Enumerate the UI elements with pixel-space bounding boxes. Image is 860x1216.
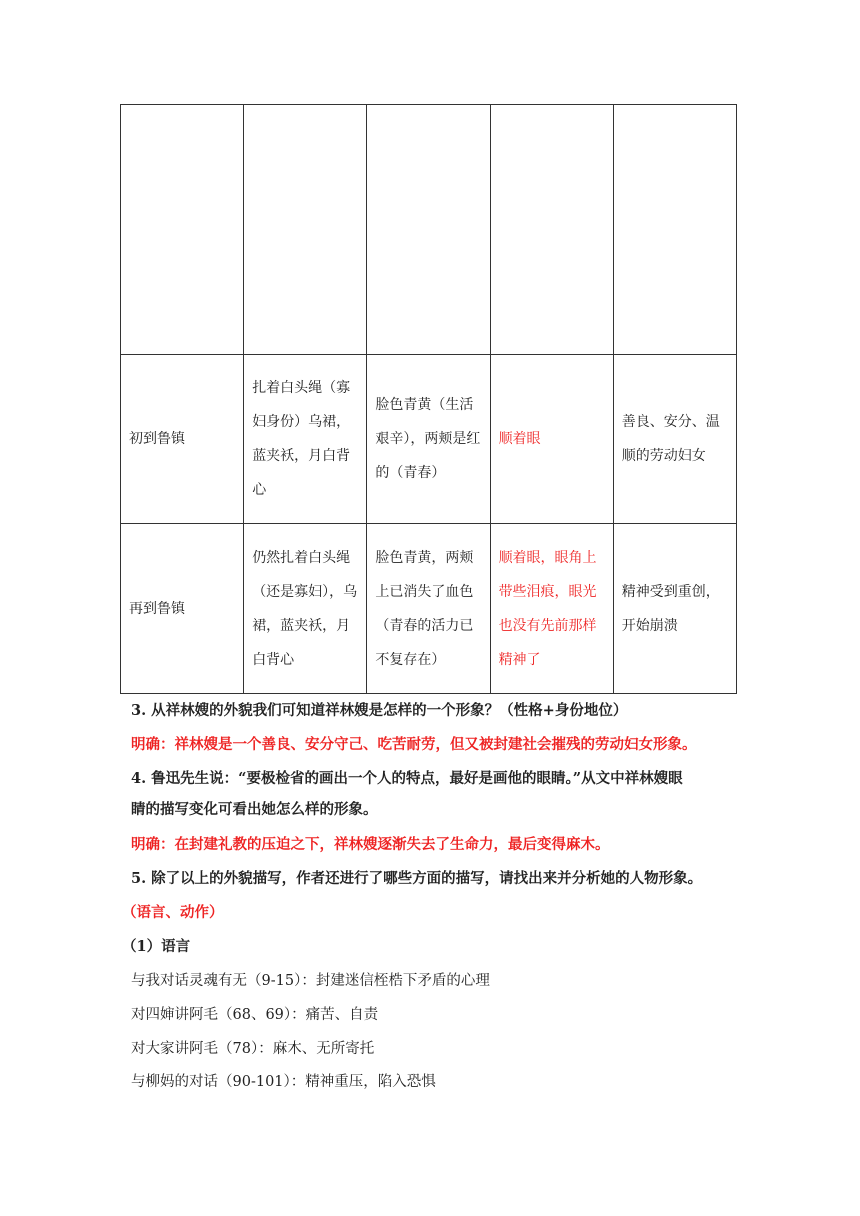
question-4-line-1: 4. 鲁迅先生说：“要极检省的画出一个人的特点，最好是画他的眼睛。”从文中祥林嫂眼 (131, 770, 683, 787)
subheading-language: （1）语言 (122, 938, 191, 955)
table-cell-image: 精神受到重创，开始崩溃 (613, 524, 736, 694)
answer-4: 明确：在封建礼教的压迫之下，祥林嫂逐渐失去了生命力，最后变得麻木。 (131, 836, 610, 853)
table-cell-period (121, 105, 244, 355)
table-cell-period: 初到鲁镇 (121, 355, 244, 524)
table-cell-face: 脸色青黄（生活艰辛），两颊是红的（青春） (367, 355, 490, 524)
question-5-hint: （语言、动作） (122, 904, 224, 921)
answer-3: 明确：祥林嫂是一个善良、安分守己、吃苦耐劳，但又被封建社会摧残的劳动妇女形象。 (131, 736, 697, 753)
question-3: 3. 从祥林嫂的外貌我们可知道祥林嫂是怎样的一个形象？（性格+身份地位） (131, 702, 628, 719)
question-5: 5. 除了以上的外貌描写，作者还进行了哪些方面的描写，请找出来并分析她的人物形象。 (131, 870, 703, 887)
table-cell-face (367, 105, 490, 355)
table-row (121, 355, 737, 524)
list-item: 与柳妈的对话（90-101）：精神重压，陷入恐惧 (131, 1074, 436, 1090)
table-cell-period: 再到鲁镇 (121, 524, 244, 694)
list-item: 对四婶讲阿毛（68、69）：痛苦、自责 (131, 1007, 379, 1023)
table-cell-dress: 仍然扎着白头绳（还是寡妇），乌裙，蓝夹袄，月白背心 (244, 524, 367, 694)
table-cell-face: 脸色青黄，两颊上已消失了血色（青春的活力已不复存在） (367, 524, 490, 694)
table-cell-dress: 扎着白头绳（寡妇身份）乌裙，蓝夹袄，月白背心 (244, 355, 367, 524)
table-cell-eyes: 顺着眼，眼角上带些泪痕，眼光也没有先前那样精神了 (490, 524, 613, 694)
table-row (121, 105, 737, 355)
table-row (121, 524, 737, 694)
table-cell-eyes (490, 105, 613, 355)
table-cell-dress (244, 105, 367, 355)
table-cell-image (613, 105, 736, 355)
table-cell-eyes: 顺着眼 (490, 355, 613, 524)
list-item: 与我对话灵魂有无（9-15）：封建迷信桎梏下矛盾的心理 (131, 973, 490, 989)
table-cell-image: 善良、安分、温顺的劳动妇女 (613, 355, 736, 524)
question-4-line-2: 睛的描写变化可看出她怎么样的形象。 (131, 801, 378, 818)
list-item: 对大家讲阿毛（78）：麻木、无所寄托 (131, 1041, 375, 1057)
appearance-table (120, 104, 737, 694)
